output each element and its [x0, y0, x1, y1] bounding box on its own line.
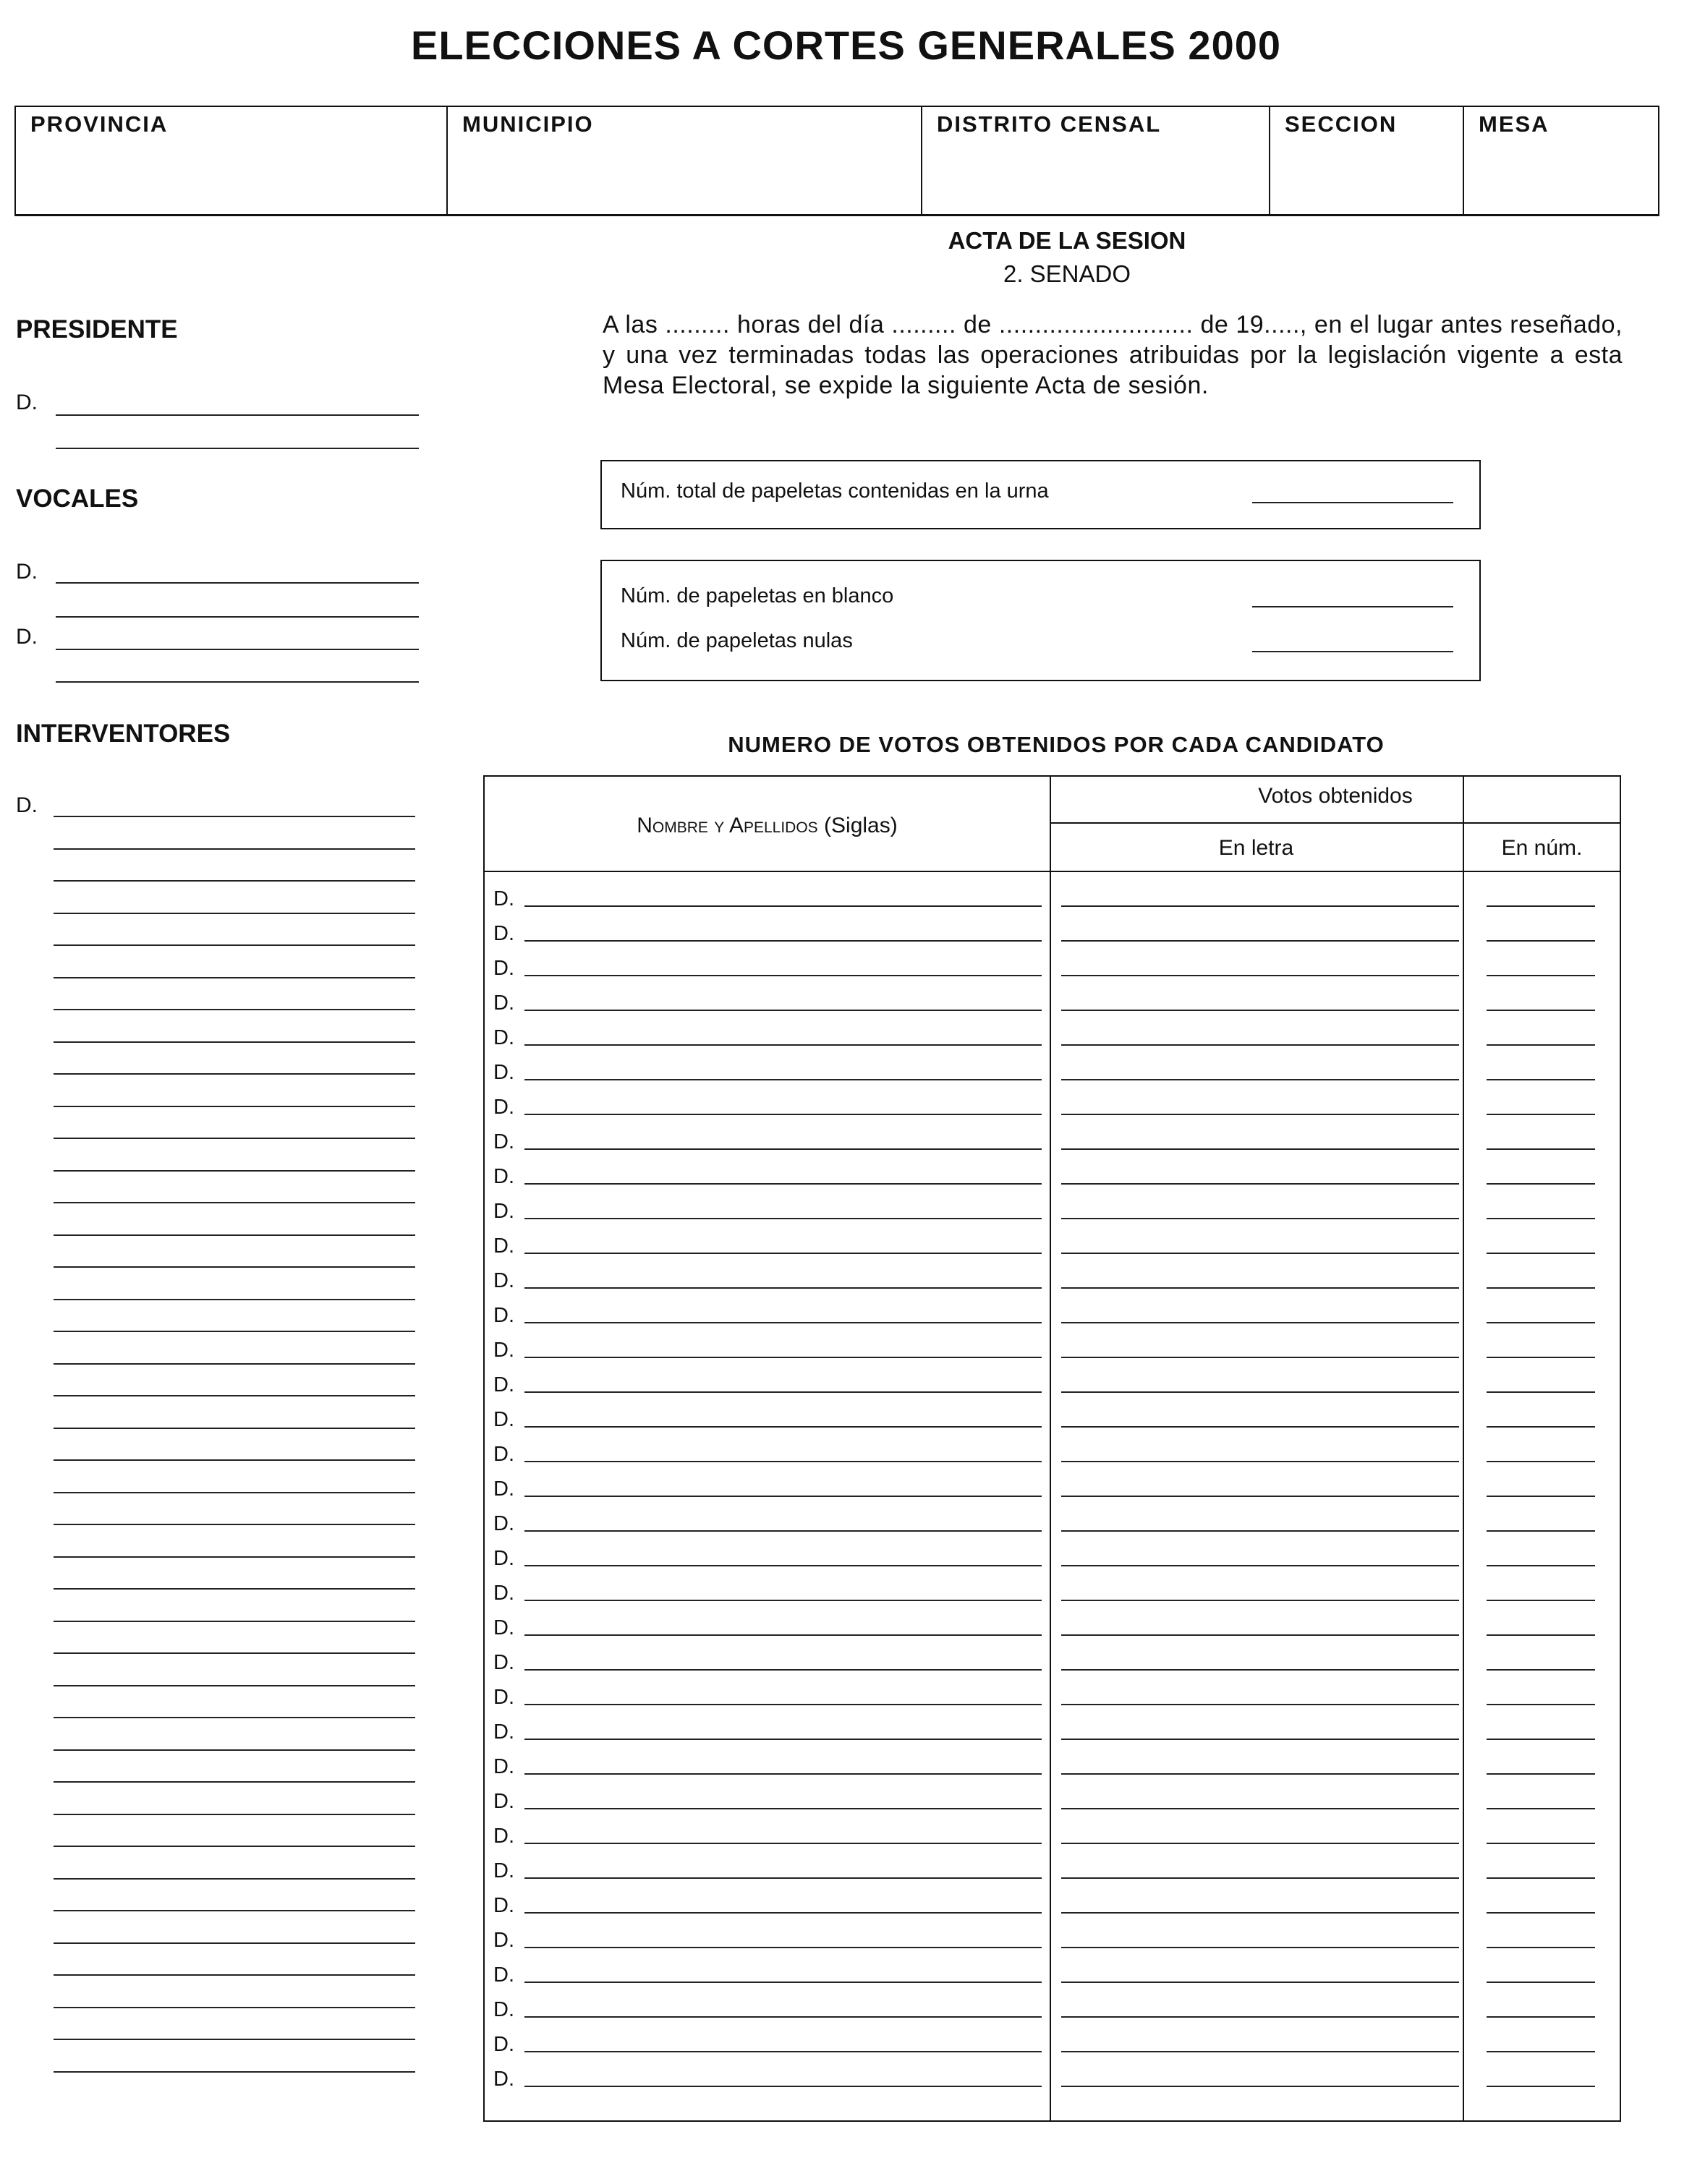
candidate-d-label: D. [493, 1616, 514, 1639]
header-divider [485, 871, 1620, 872]
candidate-votes-letra-field[interactable] [1061, 1982, 1459, 1983]
candidate-votes-letra-field[interactable] [1061, 2086, 1459, 2087]
interventor-line[interactable] [54, 1942, 415, 1944]
candidate-name-field[interactable] [524, 1877, 1042, 1879]
candidate-votes-num-field[interactable] [1487, 1183, 1595, 1185]
candidate-votes-num-field[interactable] [1487, 1357, 1595, 1358]
acta-title: ACTA DE LA SESION [948, 227, 1186, 254]
candidate-row [485, 1017, 1620, 1052]
votos-obtenidos-header: Votos obtenidos [1258, 784, 1413, 808]
interventor-line[interactable] [54, 1138, 415, 1139]
candidate-name-field[interactable] [524, 1739, 1042, 1740]
candidate-name-field[interactable] [524, 1114, 1042, 1115]
candidate-name-field[interactable] [524, 1287, 1042, 1289]
candidate-votes-num-field[interactable] [1487, 1391, 1595, 1393]
interventores-d-label: D. [16, 793, 38, 817]
candidate-d-label: D. [493, 1790, 514, 1813]
candidate-votes-num-field[interactable] [1487, 1496, 1595, 1497]
candidate-d-label: D. [493, 991, 514, 1015]
candidate-name-field[interactable] [524, 1010, 1042, 1011]
candidate-votes-num-field[interactable] [1487, 1877, 1595, 1879]
candidate-name-field[interactable] [524, 1704, 1042, 1705]
acta-subtitle: 2. SENADO [1003, 260, 1131, 287]
candidate-d-label: D. [493, 1096, 514, 1119]
interventor-line[interactable] [54, 1846, 415, 1847]
distrito-censal-label: DISTRITO CENSAL [937, 111, 1162, 137]
interventor-line[interactable] [54, 1331, 415, 1332]
candidate-row [485, 1433, 1620, 1468]
col-nombre-header [485, 814, 1050, 838]
candidate-votes-letra-field[interactable] [1061, 1426, 1459, 1428]
candidate-d-label: D. [493, 1339, 514, 1362]
interventor-line[interactable] [54, 1556, 415, 1558]
vocal-2-line-1[interactable] [56, 649, 419, 650]
candidate-votes-letra-field[interactable] [1061, 1010, 1459, 1011]
candidate-row [485, 1815, 1620, 1850]
candidate-row [485, 1086, 1620, 1121]
candidate-votes-num-field[interactable] [1487, 1912, 1595, 1914]
candidate-votes-letra-field[interactable] [1061, 1183, 1459, 1185]
mesa-field[interactable] [1464, 107, 1658, 214]
candidate-row [485, 1746, 1620, 1780]
votes-subheader-divider [1050, 822, 1620, 824]
candidate-name-field[interactable] [524, 1600, 1042, 1601]
candidate-row [485, 1364, 1620, 1399]
presidente-line-1[interactable] [56, 414, 419, 416]
candidate-votes-letra-field[interactable] [1061, 1287, 1459, 1289]
candidate-votes-num-field[interactable] [1487, 940, 1595, 942]
papeletas-nulas-label: Núm. de papeletas nulas [621, 629, 853, 652]
candidate-votes-letra-field[interactable] [1061, 1739, 1459, 1740]
candidate-votes-num-field[interactable] [1487, 1947, 1595, 1948]
interventor-line[interactable] [54, 1717, 415, 1718]
candidate-d-label: D. [493, 1408, 514, 1431]
interventor-line[interactable] [54, 1459, 415, 1461]
candidate-votes-letra-field[interactable] [1061, 1114, 1459, 1115]
candidate-row [485, 1052, 1620, 1086]
candidate-row [485, 1572, 1620, 1607]
candidate-row [485, 1607, 1620, 1642]
candidate-row [485, 1850, 1620, 1885]
candidate-d-label: D. [493, 922, 514, 945]
page-title: ELECCIONES A CORTES GENERALES 2000 [411, 22, 1281, 68]
presidente-d-label: D. [16, 391, 38, 414]
candidate-votes-letra-field[interactable] [1061, 1044, 1459, 1046]
candidate-votes-num-field[interactable] [1487, 1634, 1595, 1636]
vote-table [483, 775, 1621, 2122]
candidate-name-field[interactable] [524, 1496, 1042, 1497]
candidate-name-field[interactable] [524, 1912, 1042, 1914]
candidate-votes-letra-field[interactable] [1061, 1947, 1459, 1948]
candidate-votes-letra-field[interactable] [1061, 1843, 1459, 1844]
interventor-line[interactable] [54, 1299, 415, 1300]
candidate-row [485, 878, 1620, 913]
candidate-votes-letra-field[interactable] [1061, 2051, 1459, 2052]
candidate-votes-num-field[interactable] [1487, 1704, 1595, 1705]
presidente-line-2[interactable] [56, 448, 419, 449]
candidate-name-field[interactable] [524, 1426, 1042, 1428]
interventor-line[interactable] [54, 1652, 415, 1654]
vocal-2-line-2[interactable] [56, 681, 419, 683]
municipio-field[interactable] [448, 107, 922, 214]
candidate-votes-letra-field[interactable] [1061, 1357, 1459, 1358]
candidate-votes-letra-field[interactable] [1061, 1322, 1459, 1323]
candidate-votes-letra-field[interactable] [1061, 1391, 1459, 1393]
candidate-votes-letra-field[interactable] [1061, 1461, 1459, 1462]
candidate-d-label: D. [493, 1061, 514, 1084]
candidate-row [485, 1989, 1620, 2023]
candidate-d-label: D. [493, 1720, 514, 1744]
interventores-heading: INTERVENTORES [16, 720, 231, 748]
candidate-row [485, 2023, 1620, 2058]
candidate-d-label: D. [493, 1443, 514, 1466]
candidate-row [485, 1503, 1620, 1537]
candidate-votes-num-field[interactable] [1487, 2051, 1595, 2052]
candidate-d-label: D. [493, 1269, 514, 1292]
candidate-row [485, 1294, 1620, 1329]
candidate-name-field[interactable] [524, 1634, 1042, 1636]
seccion-label: SECCION [1285, 111, 1398, 137]
candidate-row [485, 1468, 1620, 1503]
candidate-row [485, 1676, 1620, 1711]
candidate-d-label: D. [493, 1130, 514, 1153]
provincia-label: PROVINCIA [30, 111, 169, 137]
candidate-name-field[interactable] [524, 1947, 1042, 1948]
candidate-row [485, 947, 1620, 982]
candidate-votes-letra-field[interactable] [1061, 1079, 1459, 1080]
candidate-votes-num-field[interactable] [1487, 1565, 1595, 1566]
candidate-d-label: D. [493, 1200, 514, 1223]
candidate-votes-num-field[interactable] [1487, 1322, 1595, 1323]
candidate-name-field[interactable] [524, 1773, 1042, 1775]
candidate-votes-num-field[interactable] [1487, 1148, 1595, 1150]
candidate-votes-num-field[interactable] [1487, 1079, 1595, 1080]
interventor-line[interactable] [54, 1234, 415, 1236]
interventor-line[interactable] [54, 913, 415, 914]
interventor-line[interactable] [54, 2007, 415, 2008]
candidate-votes-letra-field[interactable] [1061, 1148, 1459, 1150]
total-papeletas-box [600, 460, 1481, 529]
candidate-row [485, 2058, 1620, 2093]
interventor-line[interactable] [54, 1266, 415, 1268]
candidate-d-label: D. [493, 1582, 514, 1605]
vocal-1-line-1[interactable] [56, 582, 419, 584]
candidate-votes-num-field[interactable] [1487, 1461, 1595, 1462]
candidate-d-label: D. [493, 1477, 514, 1501]
interventor-line[interactable] [54, 2071, 415, 2073]
papeletas-nulas-field[interactable] [1252, 651, 1453, 652]
candidate-name-field[interactable] [524, 940, 1042, 942]
candidate-votes-letra-field[interactable] [1061, 1530, 1459, 1532]
interventor-line[interactable] [54, 848, 415, 850]
candidate-votes-num-field[interactable] [1487, 1739, 1595, 1740]
distrito-censal-field[interactable] [922, 107, 1270, 214]
candidate-d-label: D. [493, 2033, 514, 2056]
interventor-line[interactable] [54, 1428, 415, 1429]
candidate-votes-letra-field[interactable] [1061, 1565, 1459, 1566]
candidate-d-label: D. [493, 1963, 514, 1987]
interventor-line[interactable] [54, 816, 415, 817]
candidate-d-label: D. [493, 1373, 514, 1396]
candidate-votes-letra-field[interactable] [1061, 1634, 1459, 1636]
candidate-name-field[interactable] [524, 2086, 1042, 2087]
interventor-line[interactable] [54, 1492, 415, 1493]
location-header [14, 106, 1659, 216]
candidate-d-label: D. [493, 1825, 514, 1848]
total-papeletas-label: Núm. total de papeletas contenidas en la urna [621, 479, 1049, 503]
candidate-row [485, 1954, 1620, 1989]
interventor-line[interactable] [54, 977, 415, 978]
candidate-votes-letra-field[interactable] [1061, 975, 1459, 976]
candidate-row [485, 1711, 1620, 1746]
presidente-heading: PRESIDENTE [16, 315, 178, 344]
interventor-line[interactable] [54, 1041, 415, 1043]
candidate-d-label: D. [493, 887, 514, 910]
candidate-votes-num-field[interactable] [1487, 2086, 1595, 2087]
candidate-votes-num-field[interactable] [1487, 1600, 1595, 1601]
candidate-d-label: D. [493, 1651, 514, 1674]
candidate-name-field[interactable] [524, 1808, 1042, 1809]
candidate-votes-letra-field[interactable] [1061, 1496, 1459, 1497]
candidate-d-label: D. [493, 1547, 514, 1570]
interventor-line[interactable] [54, 1781, 415, 1783]
votes-title: NUMERO DE VOTOS OBTENIDOS POR CADA CANDIDATO [728, 732, 1385, 757]
mesa-label: MESA [1479, 111, 1549, 137]
candidate-row [485, 1780, 1620, 1815]
candidate-votes-num-field[interactable] [1487, 905, 1595, 907]
candidate-votes-num-field[interactable] [1487, 1843, 1595, 1844]
candidate-name-field[interactable] [524, 1322, 1042, 1323]
candidate-d-label: D. [493, 2068, 514, 2091]
candidate-d-label: D. [493, 1859, 514, 1882]
interventor-line[interactable] [54, 1363, 415, 1365]
papeletas-blanco-field[interactable] [1252, 606, 1453, 607]
candidate-row [485, 1399, 1620, 1433]
candidate-name-field[interactable] [524, 1044, 1042, 1046]
provincia-field[interactable] [16, 107, 448, 214]
candidate-row [485, 1260, 1620, 1294]
candidate-votes-letra-field[interactable] [1061, 1808, 1459, 1809]
vocal-2-d-label: D. [16, 625, 38, 649]
candidate-votes-letra-field[interactable] [1061, 1912, 1459, 1914]
candidate-name-field[interactable] [524, 1218, 1042, 1219]
papeletas-blanco-label: Núm. de papeletas en blanco [621, 584, 894, 607]
candidate-d-label: D. [493, 1929, 514, 1952]
candidate-votes-letra-field[interactable] [1061, 1669, 1459, 1671]
candidate-row [485, 1225, 1620, 1260]
en-num-header: En núm. [1501, 836, 1583, 860]
candidate-name-field[interactable] [524, 1461, 1042, 1462]
candidate-d-label: D. [493, 1755, 514, 1778]
vocales-heading: VOCALES [16, 485, 139, 513]
candidate-name-field[interactable] [524, 1079, 1042, 1080]
interventor-line[interactable] [54, 1685, 415, 1686]
candidate-votes-num-field[interactable] [1487, 1982, 1595, 1983]
interventor-line[interactable] [54, 1009, 415, 1010]
candidate-name-field[interactable] [524, 1253, 1042, 1254]
interventor-line[interactable] [54, 1395, 415, 1396]
candidate-votes-letra-field[interactable] [1061, 2016, 1459, 2018]
candidate-votes-letra-field[interactable] [1061, 940, 1459, 942]
candidate-row [485, 1537, 1620, 1572]
candidate-row [485, 1156, 1620, 1190]
interventor-line[interactable] [54, 1814, 415, 1815]
candidate-row [485, 1885, 1620, 1919]
col-nombre-label: Nombre y Apellidos [637, 814, 818, 837]
candidate-d-label: D. [493, 1894, 514, 1917]
candidate-votes-num-field[interactable] [1487, 1530, 1595, 1532]
candidate-votes-num-field[interactable] [1487, 1218, 1595, 1219]
candidate-name-field[interactable] [524, 1565, 1042, 1566]
seccion-field[interactable] [1270, 107, 1464, 214]
interventor-line[interactable] [54, 1878, 415, 1880]
en-letra-header: En letra [1218, 836, 1294, 860]
candidate-name-field[interactable] [524, 905, 1042, 907]
interventor-line[interactable] [54, 1621, 415, 1622]
candidate-row [485, 1121, 1620, 1156]
candidate-name-field[interactable] [524, 1982, 1042, 1983]
interventor-line[interactable] [54, 1974, 415, 1976]
candidate-d-label: D. [493, 1686, 514, 1709]
candidate-votes-num-field[interactable] [1487, 1773, 1595, 1775]
interventor-line[interactable] [54, 1073, 415, 1075]
candidate-d-label: D. [493, 957, 514, 980]
candidate-name-field[interactable] [524, 1669, 1042, 1671]
candidate-votes-num-field[interactable] [1487, 975, 1595, 976]
acta-paragraph: A las ......... horas del día ......... de ........................... de 19....., en el lugar antes reseñado, y una vez terminadas todas las operaciones atribuidas por la legislación vigente a esta Mesa Electoral, se expide la siguiente Acta de sesión. [603, 311, 1623, 399]
candidate-votes-letra-field[interactable] [1061, 1253, 1459, 1254]
candidate-votes-num-field[interactable] [1487, 1808, 1595, 1809]
candidate-d-label: D. [493, 1165, 514, 1188]
candidate-votes-letra-field[interactable] [1061, 1218, 1459, 1219]
interventor-line[interactable] [54, 2039, 415, 2040]
candidate-d-label: D. [493, 1304, 514, 1327]
candidate-name-field[interactable] [524, 1530, 1042, 1532]
candidate-votes-num-field[interactable] [1487, 1114, 1595, 1115]
interventor-line[interactable] [54, 1202, 415, 1203]
interventor-line[interactable] [54, 1588, 415, 1590]
candidate-votes-num-field[interactable] [1487, 2016, 1595, 2018]
candidate-d-label: D. [493, 1998, 514, 2021]
candidate-votes-letra-field[interactable] [1061, 1600, 1459, 1601]
candidate-row [485, 1642, 1620, 1676]
col-siglas-label: (Siglas) [824, 814, 898, 837]
papeletas-blanco-nulas-box [600, 560, 1481, 681]
candidate-votes-num-field[interactable] [1487, 1669, 1595, 1671]
municipio-label: MUNICIPIO [462, 111, 594, 137]
candidate-name-field[interactable] [524, 2016, 1042, 2018]
candidate-d-label: D. [493, 1234, 514, 1258]
candidate-votes-letra-field[interactable] [1061, 1704, 1459, 1705]
candidate-votes-num-field[interactable] [1487, 1287, 1595, 1289]
candidate-row [485, 982, 1620, 1017]
candidate-row [485, 1919, 1620, 1954]
candidate-name-field[interactable] [524, 1357, 1042, 1358]
candidate-d-label: D. [493, 1026, 514, 1049]
interventor-line[interactable] [54, 1524, 415, 1525]
candidate-votes-letra-field[interactable] [1061, 1877, 1459, 1879]
interventor-line[interactable] [54, 1170, 415, 1172]
vocal-1-d-label: D. [16, 560, 38, 584]
candidate-name-field[interactable] [524, 1148, 1042, 1150]
interventor-line[interactable] [54, 1910, 415, 1911]
candidate-name-field[interactable] [524, 1183, 1042, 1185]
candidate-row [485, 1329, 1620, 1364]
candidate-votes-num-field[interactable] [1487, 1010, 1595, 1011]
candidate-name-field[interactable] [524, 2051, 1042, 2052]
candidate-d-label: D. [493, 1512, 514, 1535]
candidate-row [485, 913, 1620, 947]
interventor-line[interactable] [54, 944, 415, 946]
total-papeletas-field[interactable] [1252, 502, 1453, 503]
candidate-name-field[interactable] [524, 975, 1042, 976]
candidate-votes-num-field[interactable] [1487, 1426, 1595, 1428]
candidate-name-field[interactable] [524, 1843, 1042, 1844]
interventor-line[interactable] [54, 1749, 415, 1751]
candidate-row [485, 1190, 1620, 1225]
candidate-votes-letra-field[interactable] [1061, 905, 1459, 907]
interventor-line[interactable] [54, 1106, 415, 1107]
candidate-name-field[interactable] [524, 1391, 1042, 1393]
candidate-votes-num-field[interactable] [1487, 1044, 1595, 1046]
vocal-1-line-2[interactable] [56, 616, 419, 618]
candidate-votes-letra-field[interactable] [1061, 1773, 1459, 1775]
candidate-votes-num-field[interactable] [1487, 1253, 1595, 1254]
interventor-line[interactable] [54, 880, 415, 882]
